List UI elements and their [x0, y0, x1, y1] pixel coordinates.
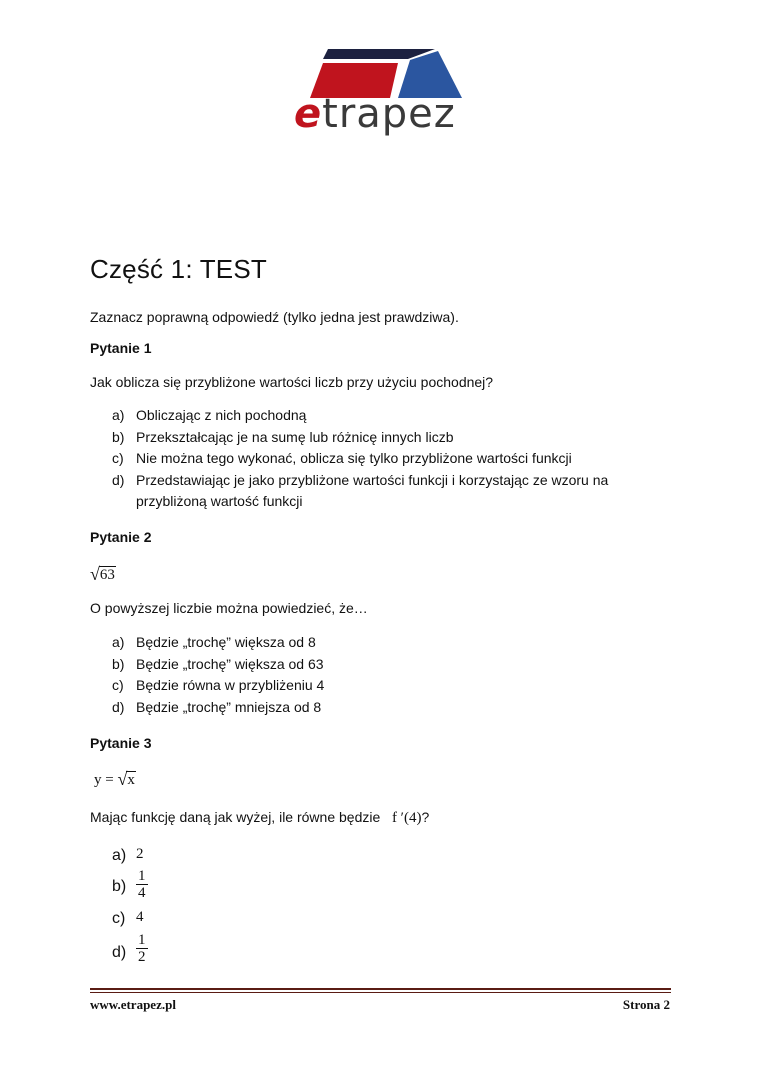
footer-website[interactable]: www.etrapez.pl: [90, 997, 176, 1012]
question-1-answers: [90, 405, 608, 513]
question-1-title: Pytanie 1: [90, 340, 152, 356]
question-2-title: Pytanie 2: [90, 529, 152, 545]
answer-option[interactable]: d) Będzie „trochę” mniejsza od 8: [112, 698, 322, 715]
answer-option[interactable]: d) Przedstawiając je jako przybliżone wartości funkcji i korzystając ze wzoru na: [112, 471, 609, 488]
footer-rule-thin: [90, 992, 671, 993]
question-2-answers: [90, 632, 324, 718]
answer-option[interactable]: a) 2: [112, 846, 144, 864]
answer-option[interactable]: a) Obliczając z nich pochodną: [112, 407, 307, 423]
answer-option[interactable]: d) $\frac{1}{2}$: [112, 932, 146, 965]
footer-rule: [90, 988, 671, 990]
footer-page-number: Strona 2: [622, 997, 670, 1012]
question-1-text: Jak oblicza się przybliżone wartości liczb przy użyciu pochodnej?: [90, 374, 494, 390]
y-equals-sqrt-x-formula: y = √x: [94, 769, 135, 789]
answer-option[interactable]: b) Przekształcając je na sumę lub różnicę innych liczb: [112, 428, 454, 445]
answer-option[interactable]: c) Nie można tego wykonać, oblicza się tylko przybliżone wartości funkcji: [112, 450, 572, 466]
answer-option[interactable]: a) Będzie „trochę” większa od 8: [112, 634, 316, 650]
answer-option[interactable]: c) Będzie równa w przybliżeniu 4: [112, 677, 325, 693]
answer-option[interactable]: b) Będzie „trochę” większa od 63: [112, 655, 324, 672]
derivative-expression: f ′(4): [391, 810, 422, 826]
page-heading: Część 1: TEST: [90, 254, 267, 284]
answer-option[interactable]: c) 4: [112, 909, 144, 927]
sqrt-63-formula: √63: [90, 564, 115, 584]
etrapez-logo: [290, 44, 475, 144]
instruction-text: Zaznacz poprawną odpowiedź (tylko jedna jest prawdziwa).: [90, 309, 459, 325]
fraction-one-half: $\frac{1}{2}$: [138, 932, 146, 965]
answer-option[interactable]: b) $\frac{1}{4}$: [112, 868, 146, 901]
question-3-text: Mając funkcję daną jak wyżej, ile równe będzie f ′(4)?: [90, 809, 430, 826]
question-2-text: O powyższej liczbie można powiedzieć, że…: [90, 600, 368, 616]
question-3-title: Pytanie 3: [90, 735, 152, 751]
fraction-one-quarter: $\frac{1}{4}$: [138, 868, 146, 901]
answer-option-continuation: przybliżoną wartość funkcji: [136, 493, 303, 509]
logo-wordmark: etrapez: [294, 91, 456, 137]
